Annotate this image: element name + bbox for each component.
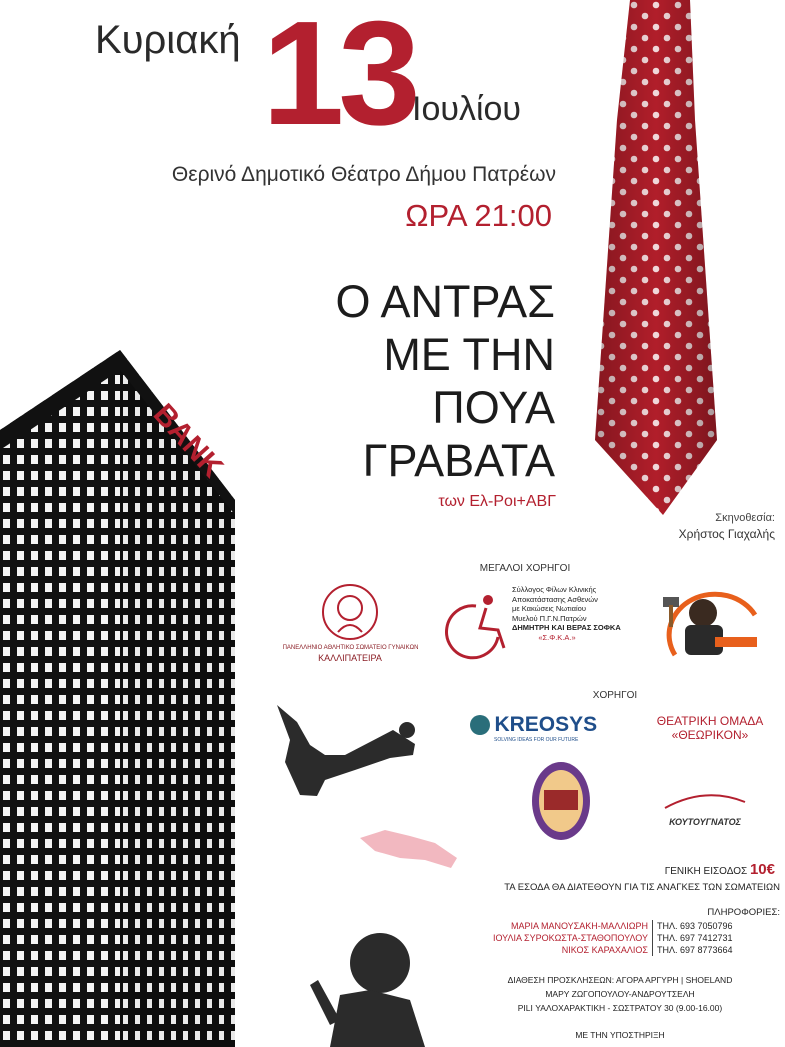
contact-phone-3: ΤΗΛ. 697 8773664 — [657, 945, 733, 955]
bank-sign: BANK — [146, 397, 230, 485]
theatriki-omada-logo — [640, 714, 780, 742]
kallipateira-logo — [320, 582, 380, 642]
title-line-4: ΓΡΑΒΑΤΑ — [362, 435, 555, 486]
sponsors-label: ΧΟΡΗΓΟΙ — [592, 690, 638, 701]
sofka-line-4: Μυελού Π.Γ.Ν.Πατρών — [512, 613, 587, 623]
thinking-man-silhouette — [300, 925, 430, 1047]
koutouvanatos-name: ΚΟΥΤΟΥΓΝΑΤΟΣ — [669, 817, 741, 827]
falling-woman-silhouette — [355, 818, 465, 873]
tickets-line-3: PILI ΥΑΛΟΧΑΡΑΚΤΙΚΗ - ΣΩΣΤΡΑΤΟΥ 30 (9.00-16.00) — [517, 1003, 723, 1013]
title-line-1: Ο ΑΝΤΡΑΣ — [335, 276, 555, 327]
contact-label: ΠΛΗΡΟΦΟΡΙΕΣ: — [707, 907, 780, 918]
bank-building-illustration — [0, 340, 250, 1047]
sofka-description — [512, 585, 637, 642]
play-author: των Ελ-Ροι+ΑΒΓ — [438, 493, 556, 510]
theatriki-line-2: «ΘΕΩΡΙΚΟΝ» — [671, 728, 749, 742]
sofka-line-5: ΔΗΜΗΤΡΗ ΚΑΙ ΒΕΡΑΣ ΣΟΦΚΑ — [512, 623, 621, 632]
kallipateira-org: ΠΑΝΕΛΛΗΝΙΟ ΑΘΛΗΤΙΚΟ ΣΩΜΑΤΕΙΟ ΓΥΝΑΙΚΩΝ — [282, 645, 419, 651]
major-sponsors-label: ΜΕΓΑΛΟΙ ΧΟΡΗΓΟΙ — [479, 563, 571, 574]
show-time: ΩΡΑ 21:00 — [405, 198, 552, 233]
contact-name-2: ΙΟΥΛΙΑ ΣΥΡΟΚΩΣΤΑ-ΣΤΑΘΟΠΟΥΛΟΥ — [492, 933, 648, 943]
director-name: Χρήστος Γιαχαλής — [678, 527, 775, 541]
contact-name-1: ΜΑΡΙΑ ΜΑΝΟΥΣΑΚΗ-ΜΑΛΛΙΩΡΗ — [510, 921, 648, 931]
theatriki-line-1: ΘΕΑΤΡΙΚΗ ΟΜΑΔΑ — [656, 714, 764, 728]
sofka-line-2: Αποκατάστασης Ασθενών — [512, 594, 598, 604]
title-line-2: ΜΕ ΤΗΝ — [383, 329, 555, 380]
seal-badge-logo — [530, 760, 592, 842]
kreosys-name: KREOSYS — [494, 713, 598, 736]
contact-names — [470, 920, 648, 956]
kallipateira-name: ΚΑΛΛΙΠΑΤΕΙΡΑ — [318, 653, 382, 663]
sofka-line-1: Σύλλογος Φίλων Κλινικής — [512, 585, 597, 594]
contact-phones — [652, 920, 785, 956]
venue: Θερινό Δημοτικό Θέατρο Δήμου Πατρέων — [171, 163, 556, 186]
date-day-number: 13 — [262, 0, 415, 156]
contact-name-3: ΝΙΚΟΣ ΚΑΡΑΧΑΛΙΟΣ — [561, 945, 648, 955]
polka-dot-tie-illustration — [585, 0, 735, 520]
date-month: Ιουλίου — [412, 90, 522, 128]
sofka-logo — [440, 592, 512, 662]
swoosh-icon — [655, 790, 755, 812]
sofka-line-6: «Σ.Φ.Κ.Α.» — [538, 632, 576, 642]
support-label: ΜΕ ΤΗΝ ΥΠΟΣΤΗΡΙΞΗ — [575, 1030, 665, 1040]
sofka-line-3: με Κακώσεις Νωτιαίου — [512, 604, 586, 613]
contact-phone-2: ΤΗΛ. 697 7412731 — [657, 933, 733, 943]
general-entry — [600, 861, 775, 878]
entry-price: 10€ — [749, 861, 775, 878]
kreosys-logo — [470, 713, 630, 743]
play-title — [250, 275, 555, 487]
kreosys-swirl-icon — [470, 715, 490, 735]
director-label: Σκηνοθεσία: — [715, 512, 775, 524]
koutouvanatos-logo — [655, 790, 755, 827]
kreosys-tagline: SOLVING IDEAS FOR OUR FUTURE — [494, 737, 579, 743]
date-day-name: Κυριακή — [95, 18, 241, 62]
title-line-3: ΠΟΥΑ — [432, 382, 555, 433]
contact-phone-1: ΤΗΛ. 693 7050796 — [657, 921, 733, 931]
worker-mascot-logo — [655, 585, 765, 665]
entry-label: ΓΕΝΙΚΗ ΕΙΣΟΔΟΣ — [664, 866, 748, 877]
falling-man-silhouette — [265, 700, 425, 810]
tickets-line-2: ΜΑΡΥ ΖΩΓΟΠΟΥΛΟΥ-ΑΝΔΡΟΥΤΣΕΛΗ — [545, 989, 695, 999]
tickets-line-1: ΔΙΑΘΕΣΗ ΠΡΟΣΚΛΗΣΕΩΝ: ΑΓΟΡΑ ΑΡΓΥΡΗ | SHOELAND — [507, 975, 733, 985]
proceeds-note: ΤΑ ΕΣΟΔΑ ΘΑ ΔΙΑΤΕΘΟΥΝ ΓΙΑ ΤΙΣ ΑΝΑΓΚΕΣ ΤΩΝ ΣΩΜΑΤΕΙΩΝ — [504, 882, 780, 893]
